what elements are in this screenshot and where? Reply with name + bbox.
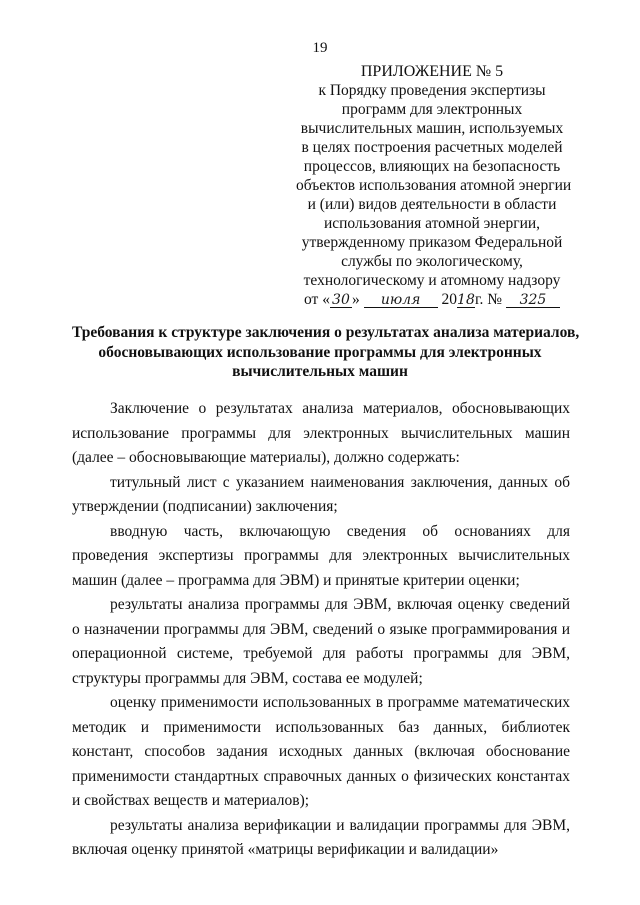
- appendix-line: технологическому и атомному надзору: [303, 272, 561, 289]
- appendix-line: объектов использования атомной энергии: [296, 177, 572, 194]
- paragraph: результаты анализа верификации и валидации программы для ЭВМ, включая оценку принятой «матрицы верификации и валидации»: [72, 816, 570, 858]
- appendix-line: утвержденному приказом Федеральной: [301, 234, 563, 251]
- order-date-line: [296, 290, 568, 309]
- order-mid: »: [351, 291, 360, 308]
- paragraph: результаты анализа программы для ЭВМ, включая оценку сведений о назначении программы для ЭВМ, сведений о языке программирования и операционной системе, требуемой для работы программы для ЭВМ, структуры программы для ЭВМ, состава ее модулей;: [72, 596, 570, 687]
- appendix-title: ПРИЛОЖЕНИЕ № 5: [360, 63, 504, 80]
- paragraph: оценку применимости использованных в программе математических методик и применимости использованных баз данных, библиотек констант, способов задания исходных данных (включая обоснование применимости стандартных справочных данных о физических константах и свойствах веществ и материалов);: [72, 694, 570, 809]
- paragraph: вводную часть, включающую сведения об основаниях для проведения экспертизы программы для электронных вычислительных машин (далее – программа для ЭВМ) и принятые критерии оценки;: [72, 522, 570, 589]
- heading-line: Требования к структуре заключения о результатах анализа материалов,: [72, 324, 580, 341]
- appendix-line: программ для электронных: [341, 101, 523, 118]
- appendix-line: использования атомной энергии,: [323, 215, 541, 232]
- order-year-handwritten: 18: [457, 292, 475, 308]
- page-number: 19: [312, 40, 328, 56]
- order-prefix: от «: [304, 291, 330, 308]
- appendix-block: [296, 62, 572, 309]
- appendix-line: в целях построения расчетных моделей: [301, 139, 563, 156]
- heading-line: обосновывающих использование программы для электронных: [98, 343, 542, 361]
- body-text: [72, 397, 570, 863]
- appendix-line: процессов, влияющих на безопасность: [303, 158, 561, 175]
- order-month-handwritten: июля: [364, 293, 438, 308]
- order-number-handwritten: 325: [506, 293, 560, 308]
- paragraph: Заключение о результатах анализа материалов, обосновывающих использование программы для электронных вычислительных машин (далее – обосновывающие материалы), должно содержать:: [72, 400, 570, 466]
- appendix-line: к Порядку проведения экспертизы: [318, 82, 546, 99]
- paragraph: титульный лист с указанием наименования заключения, данных об утверждении (подписании) заключения;: [72, 473, 570, 515]
- order-day-handwritten: 30: [330, 293, 352, 308]
- order-year-end: г. №: [474, 291, 503, 308]
- appendix-line: службы по экологическому,: [341, 253, 523, 270]
- heading-line: вычислительных машин: [232, 363, 408, 380]
- appendix-line: и (или) видов деятельности в области: [307, 196, 557, 213]
- appendix-line: вычислительных машин, используемых: [300, 120, 564, 137]
- order-year-prefix: 20: [441, 291, 457, 308]
- document-heading: [72, 323, 580, 382]
